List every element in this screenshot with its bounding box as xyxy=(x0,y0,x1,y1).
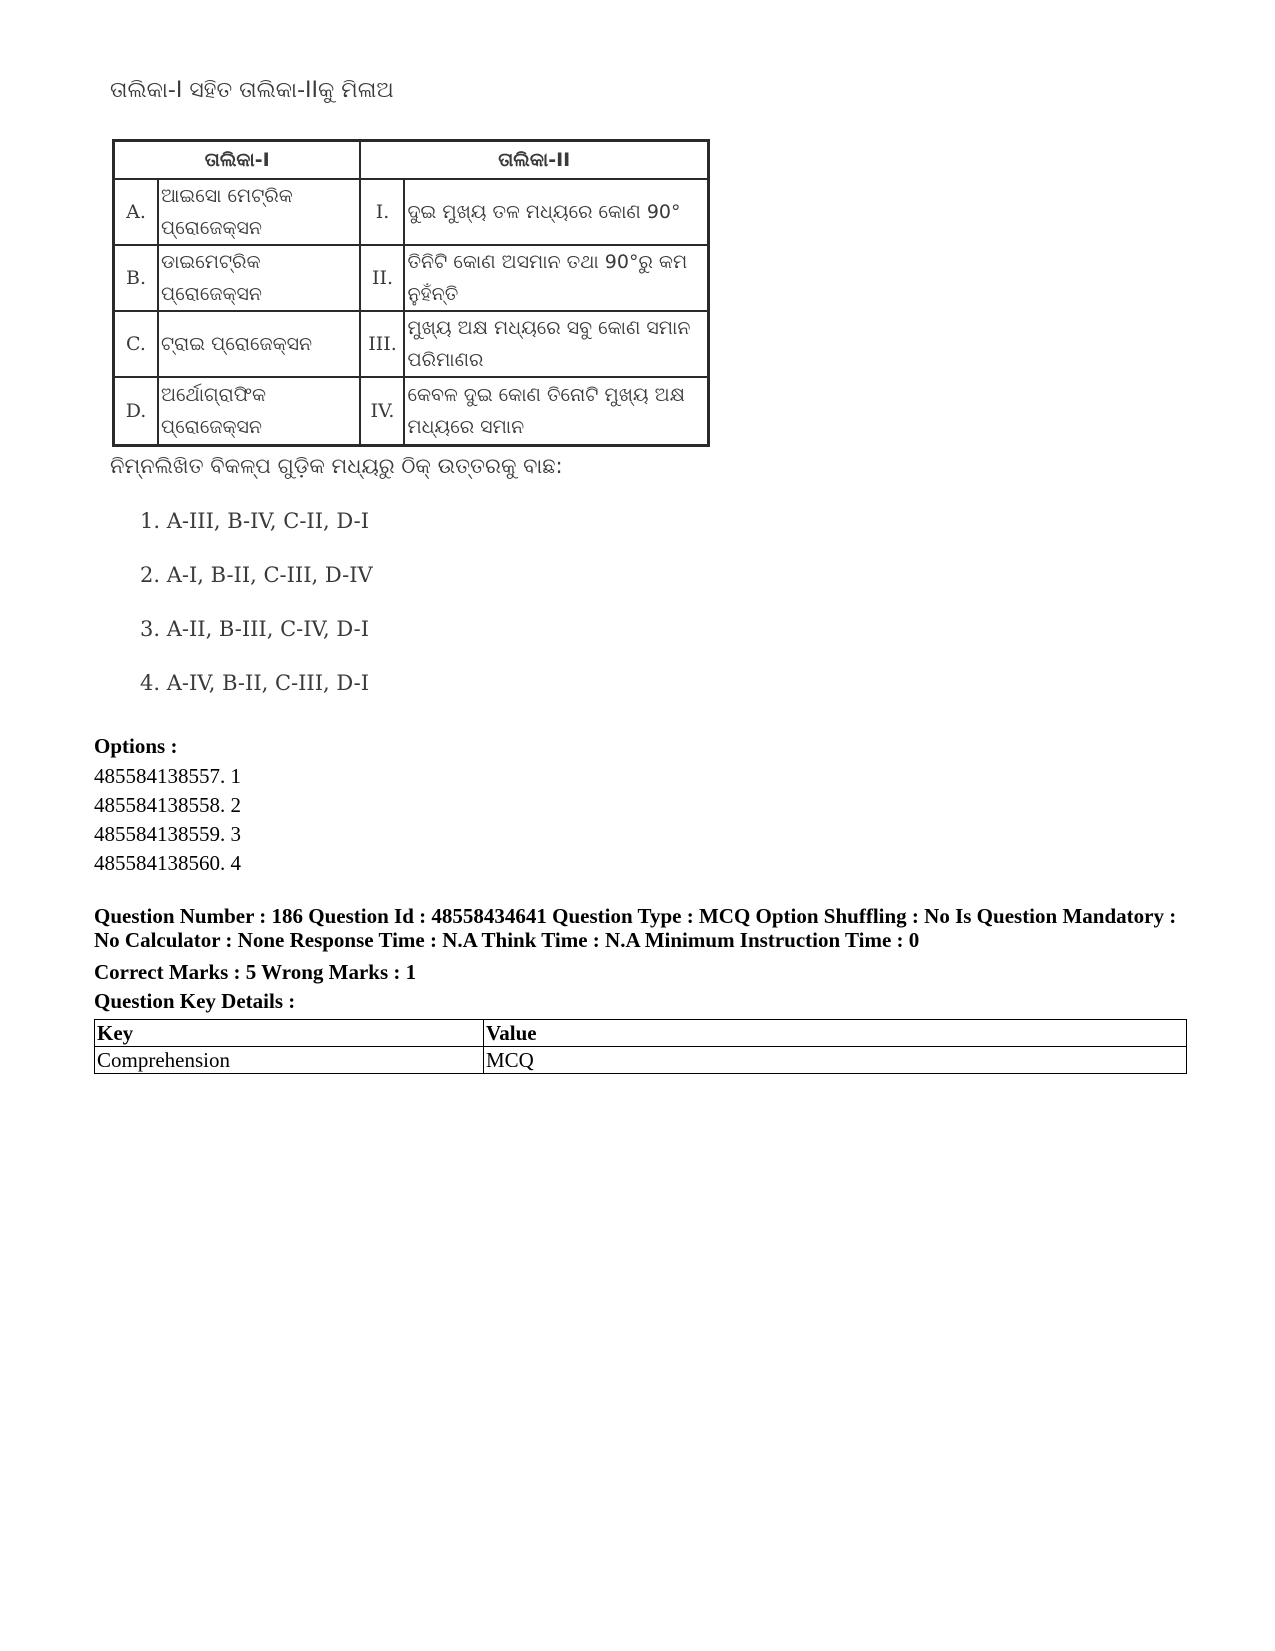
value-cell: MCQ xyxy=(484,1047,1187,1074)
question-metadata: Question Number : 186 Question Id : 48558434641 Question Type : MCQ Option Shuffling : No Is Question Mandatory : No Calculator : None Response Time : N.A Think Time : N.A Minimum Instruction Time : 0 xyxy=(94,904,1177,952)
key-column-header: Key xyxy=(95,1020,484,1047)
row-match: ମୁଖ୍ୟ ଅକ୍ଷ ମଧ୍ୟରେ ସବୁ କୋଣ ସମାନ ପରିମାଣର xyxy=(404,311,708,377)
match-table-row xyxy=(114,245,709,311)
row-roman: I. xyxy=(360,179,404,245)
match-table xyxy=(112,139,710,447)
row-key: A. xyxy=(114,179,159,245)
marks-line: Correct Marks : 5 Wrong Marks : 1 xyxy=(94,960,417,984)
option-item: 485584138560. 4 xyxy=(94,851,241,875)
key-details-heading: Question Key Details : xyxy=(94,989,296,1013)
question-image xyxy=(100,68,720,708)
key-cell: Comprehension xyxy=(95,1047,484,1074)
option-item: 485584138559. 3 xyxy=(94,822,241,846)
match-table-row xyxy=(114,377,709,445)
key-details-table xyxy=(94,1019,1187,1074)
row-match: କେବଳ ଦୁଇ କୋଣ ତିନୋଟି ମୁଖ୍ୟ ଅକ୍ଷ ମଧ୍ୟରେ ସମାନ xyxy=(404,377,708,445)
row-match: ତିନିଟି କୋଣ ଅସମାନ ତଥା 90°ରୁ କମ ନୁହଁନ୍ତି xyxy=(404,245,708,311)
row-match: ଦୁଇ ମୁଖ୍ୟ ତଳ ମଧ୍ୟରେ କୋଣ 90° xyxy=(404,179,708,245)
option-item: 485584138558. 2 xyxy=(94,793,241,817)
choice-item: 4. A-IV, B-II, C-III, D-I xyxy=(140,671,369,695)
question-choices xyxy=(140,508,373,724)
row-roman: II. xyxy=(360,245,404,311)
choice-item: 2. A-I, B-II, C-III, D-IV xyxy=(140,563,373,587)
row-item: ଅର୍ଥୋଗ୍ରାଫିକ ପ୍ରୋଜେକ୍ସନ xyxy=(158,377,360,445)
row-key: D. xyxy=(114,377,159,445)
list-i-header: ତାଲିକା-I xyxy=(114,141,361,180)
options-list xyxy=(94,762,241,878)
key-table-header-row xyxy=(95,1020,1187,1047)
match-table-row xyxy=(114,179,709,245)
value-column-header: Value xyxy=(484,1020,1187,1047)
row-roman: III. xyxy=(360,311,404,377)
question-prompt: ନିମ୍ନଲିଖିତ ବିକଳ୍ପ ଗୁଡ଼ିକ ମଧ୍ୟରୁ ଠିକ୍ ଉତ୍ତରକୁ ବାଛ: xyxy=(110,454,563,478)
table-row xyxy=(95,1047,1187,1074)
row-item: ଡାଇମେଟ୍ରିକ ପ୍ରୋଜେକ୍ସନ xyxy=(158,245,360,311)
options-heading: Options : xyxy=(94,734,178,758)
question-instruction: ତାଲିକା-I ସହିତ ତାଲିକା-IIକୁ ମିଳାଅ xyxy=(110,78,394,103)
choice-item: 1. A-III, B-IV, C-II, D-I xyxy=(140,509,369,533)
row-key: C. xyxy=(114,311,159,377)
option-item: 485584138557. 1 xyxy=(94,764,241,788)
list-ii-header: ତାଲିକା-II xyxy=(360,141,708,180)
match-table-header-row xyxy=(114,141,709,180)
choice-item: 3. A-II, B-III, C-IV, D-I xyxy=(140,617,369,641)
row-roman: IV. xyxy=(360,377,404,445)
row-key: B. xyxy=(114,245,159,311)
match-table-row xyxy=(114,311,709,377)
row-item: ଟ୍ରାଇ ପ୍ରୋଜେକ୍ସନ xyxy=(158,311,360,377)
row-item: ଆଇସୋ ମେଟ୍ରିକ ପ୍ରୋଜେକ୍ସନ xyxy=(158,179,360,245)
